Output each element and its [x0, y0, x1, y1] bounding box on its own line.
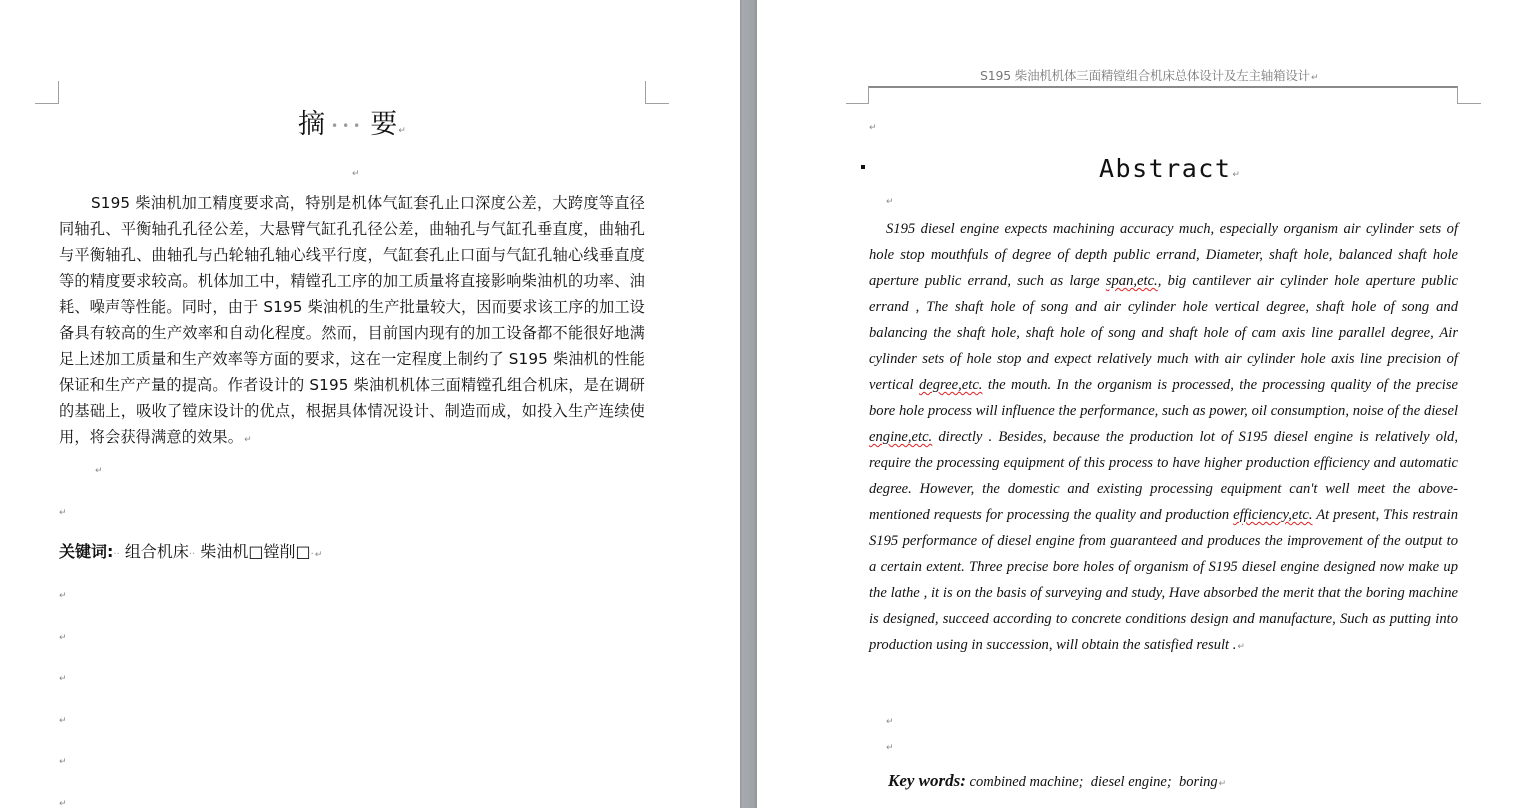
page-title-abstract [1099, 152, 1241, 192]
crop-mark-top-right [645, 81, 669, 104]
abstract-text-segment: At present, This restrain S195 performance of diesel engine from guaranteed and produces the improvement of the output to a certain extent. Three precise bore holes of organism of S195 diesel engine designed now make up the lathe , it is on the basis of surveying and study, Have absorbed the merit that the boring machine is designed, succeed according to concrete conditions design and manufacture, Such as putting into production using in succession, will obtain the satisfied result . [869, 507, 1458, 653]
paragraph-mark-icon: ↵ [95, 466, 103, 476]
crop-mark-top-right [1457, 87, 1481, 104]
paragraph-mark-icon: ↵ [59, 508, 67, 518]
paragraph-mark-icon: ↵ [352, 169, 360, 179]
paragraph-mark-icon: ↵ [1237, 642, 1245, 652]
paragraph-mark-icon: ↵ [886, 743, 894, 753]
title-char-2: 要 [370, 109, 398, 140]
paragraph-anchor-icon [861, 165, 865, 169]
crop-mark-top-left [846, 87, 869, 104]
paragraph-mark-icon: ↵ [59, 799, 67, 808]
page-divider [740, 0, 757, 808]
paragraph-mark-icon: ↵ [59, 716, 67, 726]
paragraph-mark-icon: ↵ [886, 717, 894, 727]
paragraph-mark-icon: ↵ [59, 591, 67, 601]
paragraph-mark-icon: ↵ [398, 126, 406, 136]
header-rule [868, 86, 1458, 88]
keyword-item: 组合机床 [124, 542, 189, 561]
space-marks: · [310, 549, 314, 560]
space-marks: ••• [331, 118, 365, 133]
paragraph-mark-icon: ↵ [869, 123, 877, 133]
keyword-item: 柴油机□镗削□ [200, 542, 311, 561]
chinese-abstract-paragraph[interactable] [59, 190, 645, 453]
abstract-text-segment: the mouth. In the organism is processed, the processing quality of the precise bore hole process will influence the performance, such as power, oil consumption, noise of the diesel [869, 377, 1458, 419]
abstract-title: Abstract [1099, 154, 1232, 183]
keywords-label: Key words: [888, 771, 966, 790]
space-marks: ·· [188, 549, 196, 560]
crop-mark-top-left [35, 81, 59, 104]
english-keywords[interactable] [888, 769, 1226, 796]
keywords-label: 关键词: [59, 542, 114, 561]
paragraph-mark-icon: ↵ [1218, 779, 1227, 789]
keyword-item: boring [1178, 774, 1218, 790]
keyword-item: diesel engine; [1090, 774, 1172, 790]
abstract-text-segment: , big cantilever air cylinder hole aperture public errand , The shaft hole of song and air cylinder hole vertical degree, shaft hole of song and balancing the shaft hole, shaft hole of song and shaft hole of cam axis line parallel degree, Air cylinder sets of hole stop and expect relatively much with air cylinder hole axis line precision of vertical [869, 273, 1458, 393]
abstract-text-segment: S195 diesel engine expects machining accuracy much, especially organism air cylinder sets of hole stop mouthfuls of degree of depth public errand, Diameter, shaft hole, balanced shaft hole aperture public errand, such as large [869, 221, 1458, 289]
paragraph-mark-icon: ↵ [59, 674, 67, 684]
paragraph-mark-icon: ↵ [244, 435, 252, 445]
keyword-item: combined machine; [969, 774, 1084, 790]
paragraph-mark-icon: ↵ [886, 197, 894, 207]
paragraph-mark-icon: ↵ [59, 757, 67, 767]
abstract-text-segment: directly . Besides, because the production lot of S195 diesel engine is relatively old, require the processing equipment of this process to have higher production efficiency and automatic degree. However, the domestic and existing processing equipment can't well meet the above-mentioned requests for processing the quality and production [869, 429, 1458, 523]
page-header[interactable] [980, 68, 1318, 86]
page-right[interactable] [757, 0, 1533, 808]
spelling-error-underline[interactable]: efficiency,etc. [1233, 507, 1313, 523]
paragraph-mark-icon: ↵ [59, 633, 67, 643]
chinese-keywords[interactable] [59, 540, 322, 567]
paragraph-mark-icon: ↵ [314, 550, 323, 560]
page-title-chinese-abstract [298, 108, 406, 148]
header-title: S195 柴油机机体三面精镗组合机床总体设计及左主轴箱设计 [980, 68, 1310, 83]
spelling-error-underline[interactable]: engine,etc. [869, 429, 933, 445]
spelling-error-underline[interactable]: degree,etc. [918, 377, 983, 393]
title-char-1: 摘 [298, 109, 325, 140]
chinese-abstract-text: S195 柴油机加工精度要求高，特别是机体气缸套孔止口深度公差，大跨度等直径同轴孔、平衡轴孔孔径公差，大悬臂气缸孔孔径公差，曲轴孔与气缸孔垂直度，曲轴孔与平衡轴孔、曲轴孔与凸轮轴孔轴心线平行度，气缸套孔止口面与气缸孔轴心线垂直度等的精度要求较高。机体加工中，精镗孔工序的加工质量将直接影响柴油机的功率、油耗、噪声等性能。同时，由于 S195 柴油机的生产批量较大，因而要求该工序的加工设备具有较高的生产效率和自动化程度。然而，目前国内现有的加工设备都不能很好地满足上述加工质量和生产效率等方面的要求，这在一定程度上制约了 S195 柴油机的性能保证和生产产量的提高。作者设计的 S195 柴油机机体三面精镗孔组合机床，是在调研的基础上，吸收了镗床设计的优点，根据具体情况设计、制造而成，如投入生产连续使用，将会获得满意的效果。 [59, 194, 645, 446]
paragraph-mark-icon: ↵ [1232, 170, 1242, 180]
space-marks: ·· [113, 549, 120, 560]
english-abstract-paragraph[interactable] [869, 216, 1458, 660]
page-left[interactable] [0, 0, 740, 808]
spelling-error-underline[interactable]: span,etc. [1105, 273, 1158, 289]
paragraph-mark-icon: ↵ [1310, 73, 1319, 83]
